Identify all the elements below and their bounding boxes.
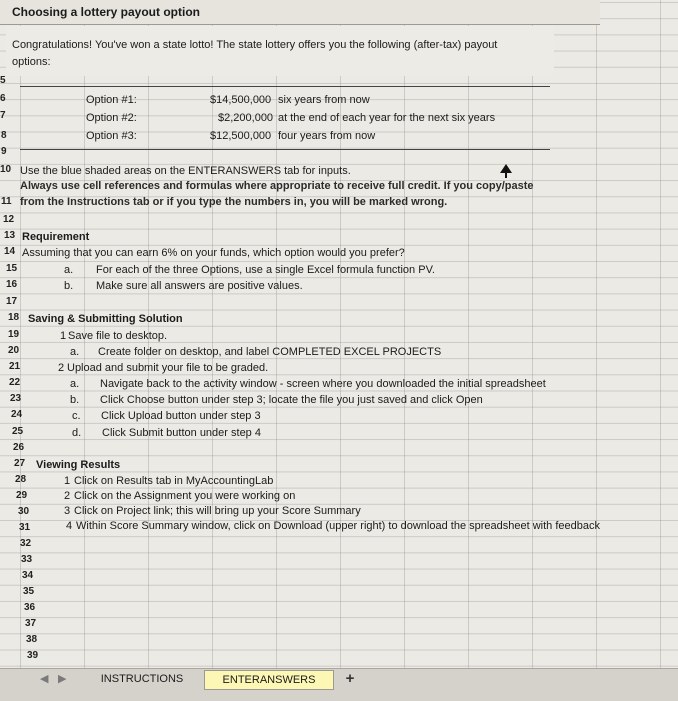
row-number[interactable]: 31 bbox=[19, 522, 31, 533]
row-number[interactable]: 34 bbox=[22, 570, 34, 581]
row-number[interactable]: 7 bbox=[0, 110, 6, 121]
row-number[interactable]: 26 bbox=[13, 442, 25, 453]
saving-substep-text: Create folder on desktop, and label COMPLETED EXCEL PROJECTS bbox=[98, 346, 442, 358]
viewing-step-num: 1 bbox=[64, 475, 71, 487]
saving-substep-letter: c. bbox=[72, 410, 81, 422]
requirement-heading: Requirement bbox=[22, 231, 90, 243]
row-number[interactable]: 29 bbox=[16, 490, 28, 501]
intro-box bbox=[6, 26, 554, 76]
saving-step-text: Save file to desktop. bbox=[68, 330, 168, 342]
page-title: Choosing a lottery payout option bbox=[12, 5, 200, 19]
option-2-label: Option #2: bbox=[86, 112, 137, 124]
row-number[interactable]: 36 bbox=[24, 602, 36, 613]
row-number[interactable]: 38 bbox=[26, 634, 38, 645]
saving-substep-letter: b. bbox=[70, 394, 80, 406]
viewing-step-text: Click on Project link; this will bring up your Score Summary bbox=[74, 505, 361, 517]
row-number[interactable]: 11 bbox=[1, 196, 12, 207]
option-3-label: Option #3: bbox=[86, 130, 137, 142]
tab-instructions[interactable]: INSTRUCTIONS bbox=[92, 670, 192, 688]
prev-sheet-arrow-icon[interactable]: ◀ bbox=[40, 673, 49, 685]
instructions-line-3: from the Instructions tab or if you type the numbers in, you will be marked wrong. bbox=[20, 196, 448, 208]
saving-substep-text: Click Submit button under step 4 bbox=[102, 427, 261, 439]
row-number[interactable]: 17 bbox=[6, 296, 18, 307]
row-number[interactable]: 13 bbox=[4, 230, 16, 241]
requirement-item-text: For each of the three Options, use a single Excel formula function PV. bbox=[96, 264, 435, 276]
row-number[interactable]: 8 bbox=[1, 130, 7, 141]
row-number[interactable]: 20 bbox=[8, 345, 20, 356]
row-number[interactable]: 35 bbox=[23, 586, 35, 597]
saving-substep-text: Navigate back to the activity window - screen where you downloaded the initial spreadsheet bbox=[100, 378, 546, 390]
viewing-step-num: 3 bbox=[64, 505, 71, 517]
row-number[interactable]: 24 bbox=[11, 409, 23, 420]
row-number[interactable]: 22 bbox=[9, 377, 21, 388]
row-number[interactable]: 25 bbox=[12, 426, 24, 437]
row-number[interactable]: 28 bbox=[15, 474, 27, 485]
saving-step-num: 2 bbox=[58, 362, 65, 374]
instructions-line-2: Always use cell references and formulas where appropriate to receive full credit. If you copy/paste bbox=[20, 180, 534, 192]
row-number[interactable]: 15 bbox=[6, 263, 18, 274]
requirement-item-letter: a. bbox=[64, 264, 74, 276]
option-3-amount: $12,500,000 bbox=[210, 130, 272, 142]
viewing-heading: Viewing Results bbox=[36, 459, 121, 471]
option-2-desc: at the end of each year for the next six years bbox=[278, 112, 496, 124]
option-2-amount: $2,200,000 bbox=[218, 112, 274, 124]
saving-heading: Saving & Submitting Solution bbox=[28, 313, 183, 325]
instructions-line-1: Use the blue shaded areas on the ENTERANSWERS tab for inputs. bbox=[20, 165, 351, 177]
tab-enteranswers[interactable]: ENTERANSWERS bbox=[204, 670, 334, 690]
intro-line-2: options: bbox=[12, 56, 51, 68]
option-1-label: Option #1: bbox=[86, 94, 137, 106]
requirement-question: Assuming that you can earn 6% on your funds, which option would you prefer? bbox=[22, 247, 405, 259]
viewing-step-num: 4 bbox=[66, 520, 73, 532]
requirement-item-letter: b. bbox=[64, 280, 74, 292]
row-number[interactable]: 19 bbox=[8, 329, 20, 340]
row-number[interactable]: 30 bbox=[18, 506, 30, 517]
saving-step-text: Upload and submit your file to be graded. bbox=[67, 362, 269, 374]
row-number[interactable]: 27 bbox=[14, 458, 26, 469]
saving-substep-letter: a. bbox=[70, 346, 80, 358]
row-number[interactable]: 32 bbox=[20, 538, 32, 549]
row-number[interactable]: 18 bbox=[8, 312, 20, 323]
saving-substep-text: Click Choose button under step 3; locate the file you just saved and click Open bbox=[100, 394, 483, 406]
options-table bbox=[20, 86, 550, 150]
row-number[interactable]: 16 bbox=[6, 279, 18, 290]
viewing-step-text: Within Score Summary window, click on Download (upper right) to download the spreadsheet with feedback bbox=[76, 520, 600, 532]
row-number[interactable]: 6 bbox=[0, 93, 6, 104]
add-sheet-button[interactable]: + bbox=[345, 670, 355, 687]
requirement-item-text: Make sure all answers are positive values. bbox=[96, 280, 303, 292]
row-number[interactable]: 9 bbox=[1, 146, 7, 157]
row-number[interactable]: 21 bbox=[9, 361, 21, 372]
row-number[interactable]: 23 bbox=[10, 393, 22, 404]
row-number[interactable]: 14 bbox=[4, 246, 16, 257]
viewing-step-text: Click on the Assignment you were working on bbox=[74, 490, 296, 502]
next-sheet-arrow-icon[interactable]: ▶ bbox=[58, 673, 67, 685]
viewing-step-text: Click on Results tab in MyAccountingLab bbox=[74, 475, 274, 487]
viewing-step-num: 2 bbox=[64, 490, 71, 502]
row-number[interactable]: 37 bbox=[25, 618, 37, 629]
title-banner bbox=[0, 0, 600, 25]
saving-substep-letter: d. bbox=[72, 427, 82, 439]
saving-step-num: 1 bbox=[60, 330, 67, 342]
saving-substep-text: Click Upload button under step 3 bbox=[101, 410, 261, 422]
row-number[interactable]: 10 bbox=[0, 164, 12, 175]
row-number[interactable]: 39 bbox=[27, 650, 39, 661]
row-number[interactable]: 12 bbox=[3, 214, 15, 225]
saving-substep-letter: a. bbox=[70, 378, 80, 390]
sheet-tab-bar bbox=[0, 668, 678, 701]
row-number[interactable]: 33 bbox=[21, 554, 33, 565]
option-1-desc: six years from now bbox=[278, 94, 370, 106]
intro-line-1: Congratulations! You've won a state lotto! The state lottery offers you the following (after-tax) payout bbox=[12, 39, 498, 51]
mouse-cursor-icon bbox=[500, 164, 512, 173]
row-number[interactable]: 5 bbox=[0, 75, 6, 86]
option-1-amount: $14,500,000 bbox=[210, 94, 272, 106]
option-3-desc: four years from now bbox=[278, 130, 376, 142]
